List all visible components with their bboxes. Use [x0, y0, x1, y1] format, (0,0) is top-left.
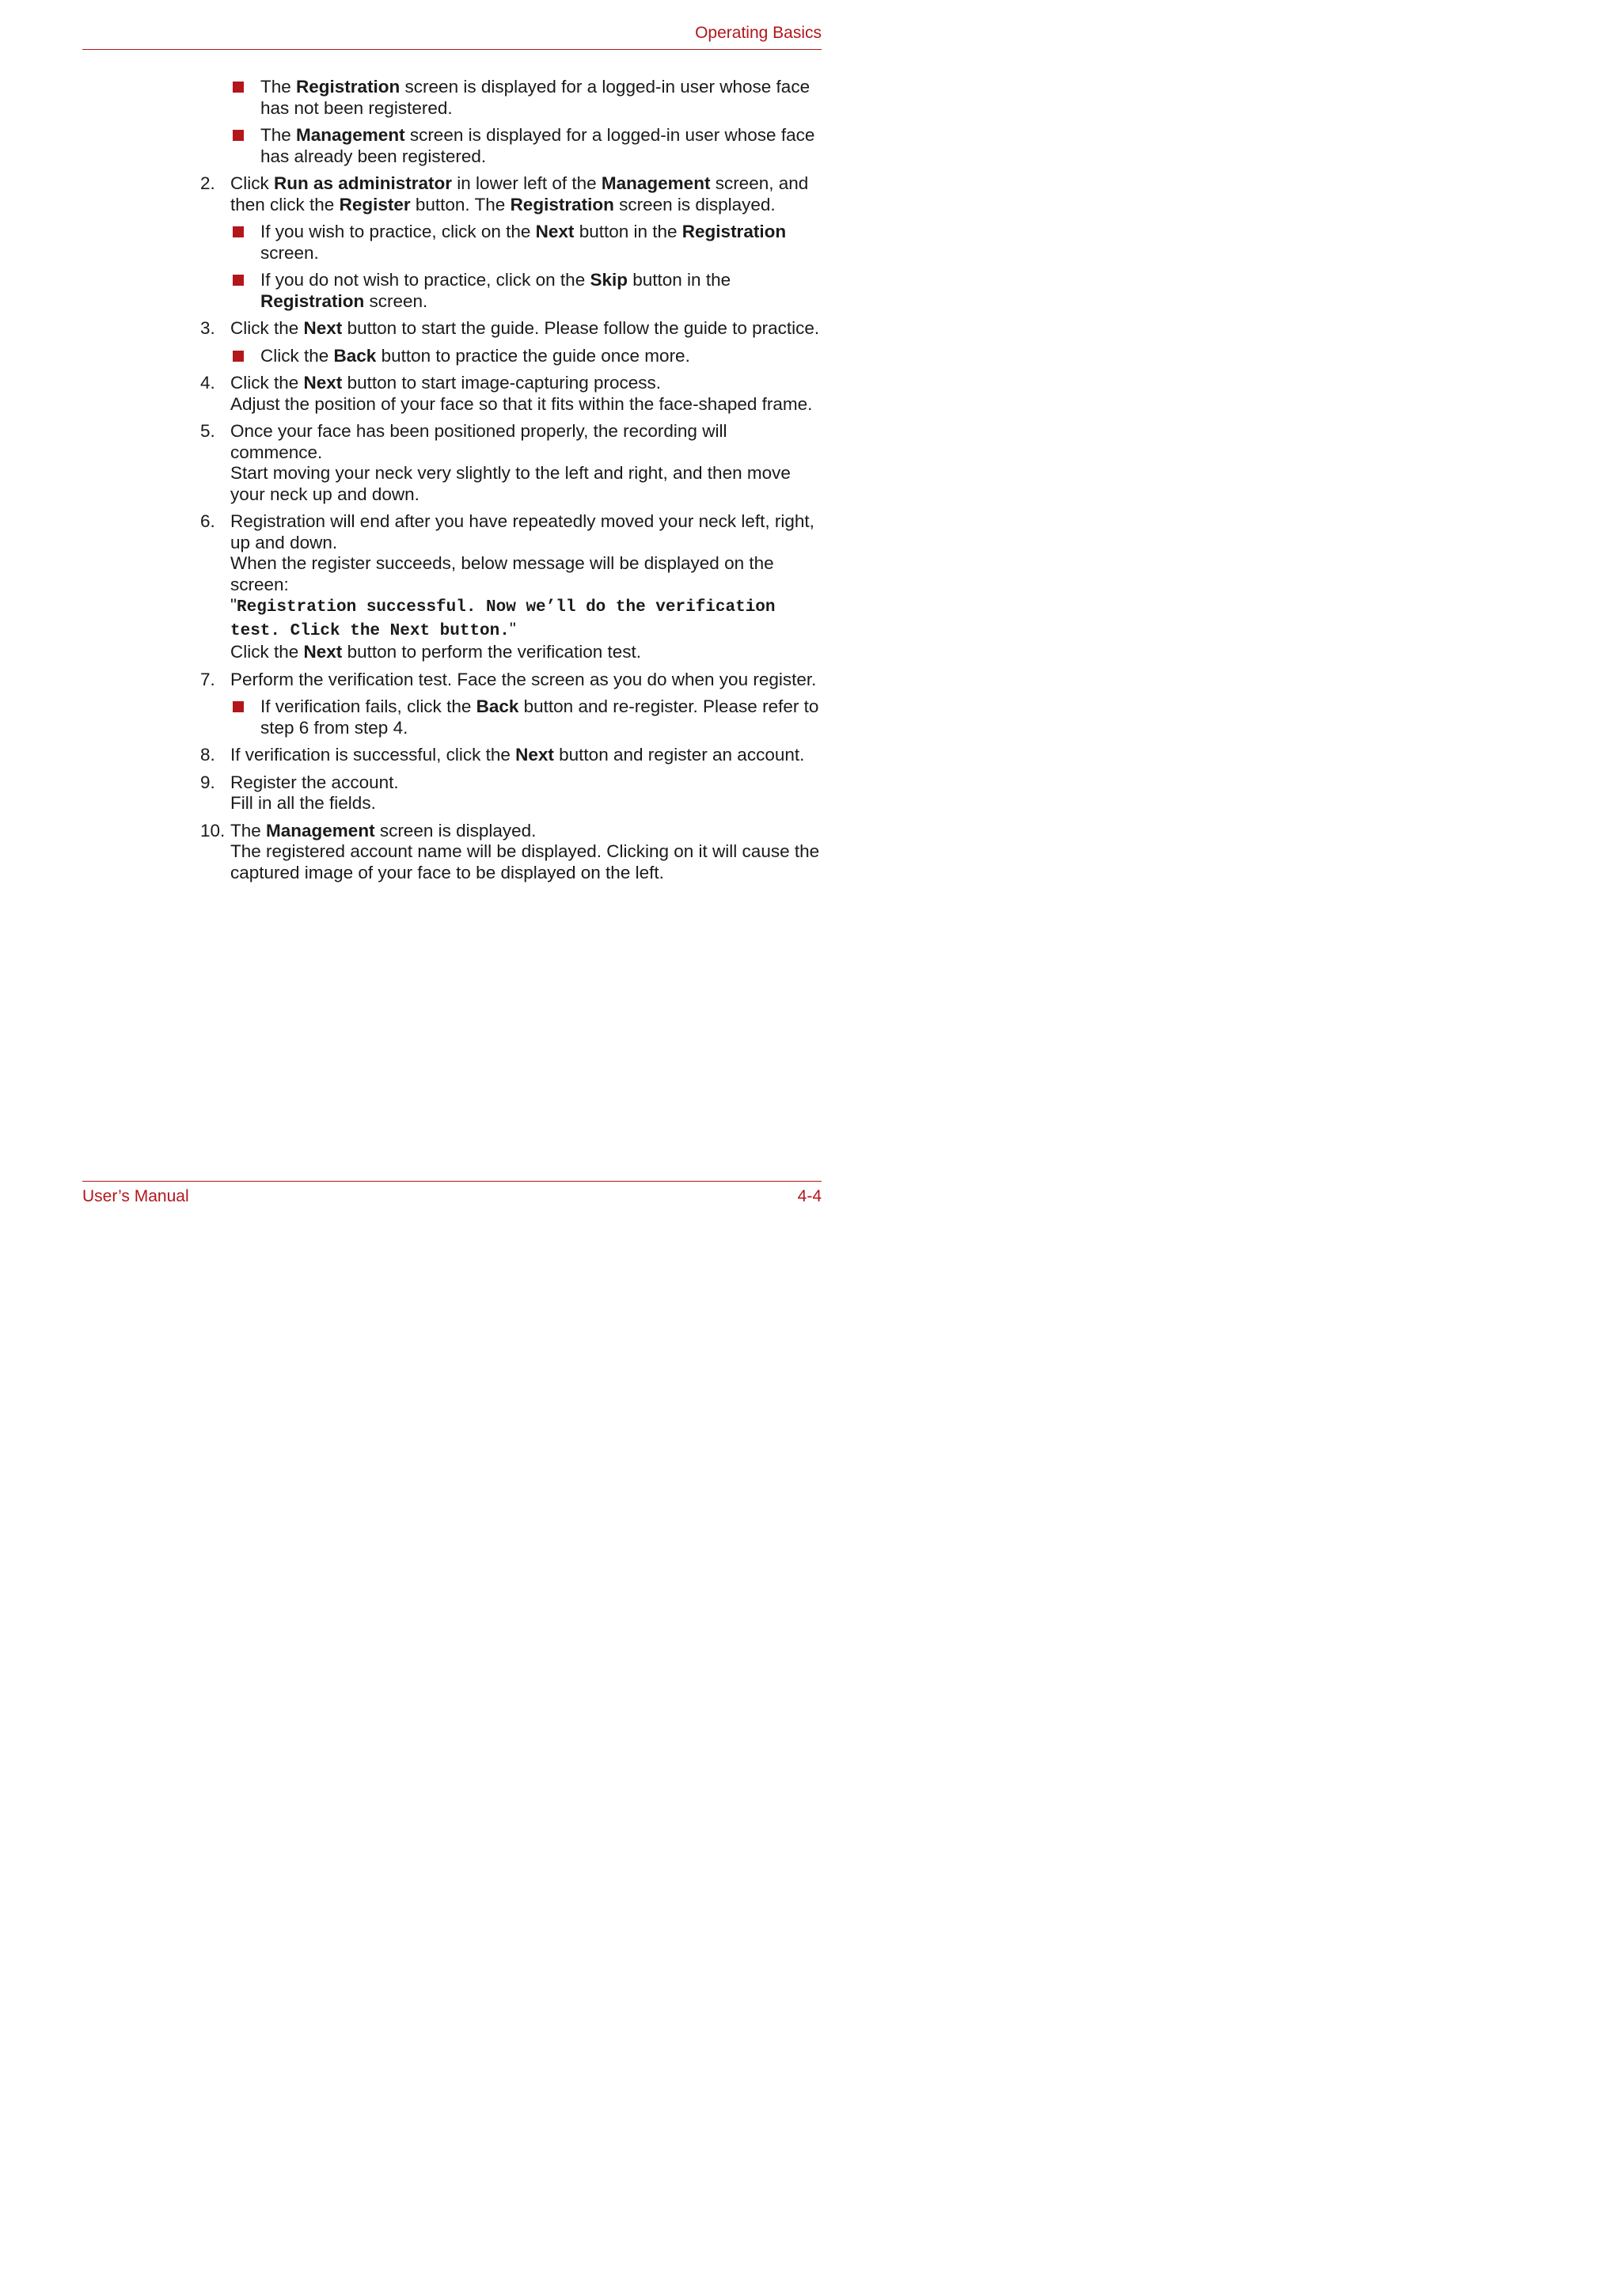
- text-run: Click the: [230, 318, 304, 338]
- bold-ui-term: Next: [303, 318, 343, 338]
- text-run: If verification fails, click the: [260, 696, 476, 716]
- page-number: 4-4: [797, 1187, 822, 1205]
- bullet-item: [200, 346, 822, 367]
- text-run: Once your face has been positioned properly, the recording will commence.: [230, 421, 727, 462]
- step-item: [200, 745, 822, 766]
- step-number: 9.: [200, 772, 215, 792]
- step-number: 10.: [200, 820, 226, 841]
- text-run: button and re-register. Please refer to step 6 from step 4.: [260, 696, 819, 738]
- step-number: 5.: [200, 421, 215, 441]
- bold-ui-term: Next: [535, 222, 575, 241]
- bold-ui-term: Registration: [510, 194, 614, 214]
- step-number: 4.: [200, 373, 215, 393]
- text-run: button and register an account.: [553, 745, 805, 765]
- text-run: When the register succeeds, below message will be displayed on the screen:: [230, 553, 774, 594]
- step-item: [200, 421, 822, 505]
- text-run: screen is displayed.: [374, 820, 537, 841]
- square-bullet-icon: [233, 82, 244, 93]
- text-run: If you do not wish to practice, click on the: [260, 270, 590, 290]
- text-run: screen.: [364, 290, 428, 311]
- bold-ui-term: Management: [601, 173, 711, 193]
- step-number: 6.: [200, 511, 215, 531]
- bullet-item: [200, 222, 822, 264]
- bullet-text: [260, 125, 822, 167]
- step-item: [200, 318, 822, 366]
- step-paragraph: [230, 318, 822, 340]
- bullet-text: [260, 222, 822, 264]
- step-item: [200, 173, 822, 312]
- step-number: 3.: [200, 318, 215, 338]
- bullet-text: [260, 346, 822, 367]
- step-paragraph: [230, 821, 822, 842]
- bold-ui-term: Registration: [681, 222, 787, 241]
- step-paragraph: [230, 394, 822, 416]
- square-bullet-icon: [233, 275, 244, 286]
- bullet-text: [260, 77, 822, 119]
- step-number: 2.: [200, 173, 215, 193]
- bullet-item: [200, 270, 822, 312]
- page-header-title: Operating Basics: [695, 24, 822, 42]
- bullet-text: [260, 270, 822, 312]
- step-paragraph: [230, 463, 822, 505]
- bold-ui-term: Skip: [590, 270, 628, 290]
- numbered-step-list: [200, 173, 822, 883]
- text-run: Click the: [230, 642, 304, 662]
- text-run: screen is displayed.: [613, 194, 776, 214]
- bold-ui-term: Next: [515, 745, 554, 765]
- bullet-item: [200, 696, 822, 738]
- text-run: ": [230, 595, 237, 615]
- step-paragraph: [230, 841, 822, 883]
- step-paragraph: [230, 793, 822, 814]
- onscreen-message-text: Registration successful. Now we’ll do the verification test. Click the Next button.: [230, 598, 776, 640]
- header-divider: [82, 49, 822, 50]
- step-sub-bullets: [200, 696, 822, 738]
- bold-ui-term: Registration: [260, 290, 365, 311]
- footer-manual-title: User’s Manual: [82, 1187, 189, 1205]
- step-paragraph: [230, 173, 822, 215]
- step-sub-bullets: [200, 222, 822, 312]
- text-run: Start moving your neck very slightly to the left and right, and then move your neck up and down.: [230, 463, 791, 504]
- text-run: button. The: [410, 194, 511, 214]
- text-run: The: [260, 77, 297, 97]
- text-run: screen is displayed for a logged-in user whose face has already been registered.: [260, 125, 815, 166]
- text-run: button to start the guide. Please follow the guide to practice.: [342, 318, 820, 338]
- bold-ui-term: Next: [303, 642, 343, 662]
- bold-ui-term: Management: [296, 125, 405, 145]
- step-paragraph: [230, 511, 822, 553]
- text-run: screen is displayed for a logged-in user whose face has not been registered.: [260, 77, 810, 118]
- text-run: Register the account.: [230, 772, 399, 792]
- bold-ui-term: Run as administrator: [274, 173, 453, 193]
- text-run: button in the: [574, 222, 682, 241]
- step-paragraph: [230, 421, 822, 463]
- step-paragraph: [230, 670, 822, 691]
- square-bullet-icon: [233, 130, 244, 141]
- bold-ui-term: Register: [339, 194, 411, 214]
- bold-ui-term: Back: [476, 696, 519, 716]
- page-body: [200, 77, 822, 890]
- step-sub-bullets: [200, 346, 822, 367]
- bold-ui-term: Management: [266, 820, 375, 841]
- text-run: button to start image-capturing process.: [342, 373, 662, 393]
- text-run: screen, and then click the: [230, 173, 809, 214]
- step-paragraph: [230, 642, 822, 663]
- text-run: The: [260, 125, 297, 145]
- text-run: Registration will end after you have repeatedly moved your neck left, right, up and down.: [230, 511, 814, 552]
- text-run: Perform the verification test. Face the screen as you do when you register.: [230, 669, 817, 689]
- footer-divider: [82, 1181, 822, 1182]
- text-run: If verification is successful, click the: [230, 745, 516, 765]
- text-run: Fill in all the fields.: [230, 793, 376, 813]
- text-run: button to perform the verification test.: [342, 642, 642, 662]
- step-item: [200, 670, 822, 739]
- bullet-text: [260, 696, 822, 738]
- text-run: ": [509, 618, 516, 639]
- step-item: [200, 373, 822, 415]
- step-paragraph: [230, 373, 822, 394]
- square-bullet-icon: [233, 226, 244, 237]
- step-paragraph: [230, 745, 822, 766]
- text-run: The registered account name will be displayed. Clicking on it will cause the captured image of your face to be displayed on the left.: [230, 841, 820, 882]
- text-run: Click the: [230, 373, 304, 393]
- square-bullet-icon: [233, 701, 244, 712]
- intro-bullet-list: [200, 77, 822, 167]
- step-paragraph: [230, 595, 822, 642]
- step-item: [200, 772, 822, 814]
- text-run: screen.: [260, 242, 319, 263]
- text-run: Click: [230, 173, 274, 193]
- bold-ui-term: Back: [333, 345, 377, 366]
- step-item: [200, 821, 822, 884]
- step-item: [200, 511, 822, 663]
- step-paragraph: [230, 553, 822, 595]
- step-number: 8.: [200, 745, 215, 765]
- step-paragraph: [230, 772, 822, 794]
- text-run: in lower left of the: [452, 173, 602, 193]
- text-run: button to practice the guide once more.: [376, 345, 690, 366]
- bullet-item: [200, 77, 822, 119]
- bullet-item: [200, 125, 822, 167]
- bold-ui-term: Next: [303, 373, 343, 393]
- step-number: 7.: [200, 669, 215, 689]
- text-run: The: [230, 820, 267, 841]
- bold-ui-term: Registration: [296, 77, 401, 97]
- text-run: button in the: [628, 270, 731, 290]
- square-bullet-icon: [233, 351, 244, 362]
- text-run: If you wish to practice, click on the: [260, 222, 536, 241]
- text-run: Click the: [260, 345, 334, 366]
- text-run: Adjust the position of your face so that it fits within the face-shaped frame.: [230, 393, 813, 414]
